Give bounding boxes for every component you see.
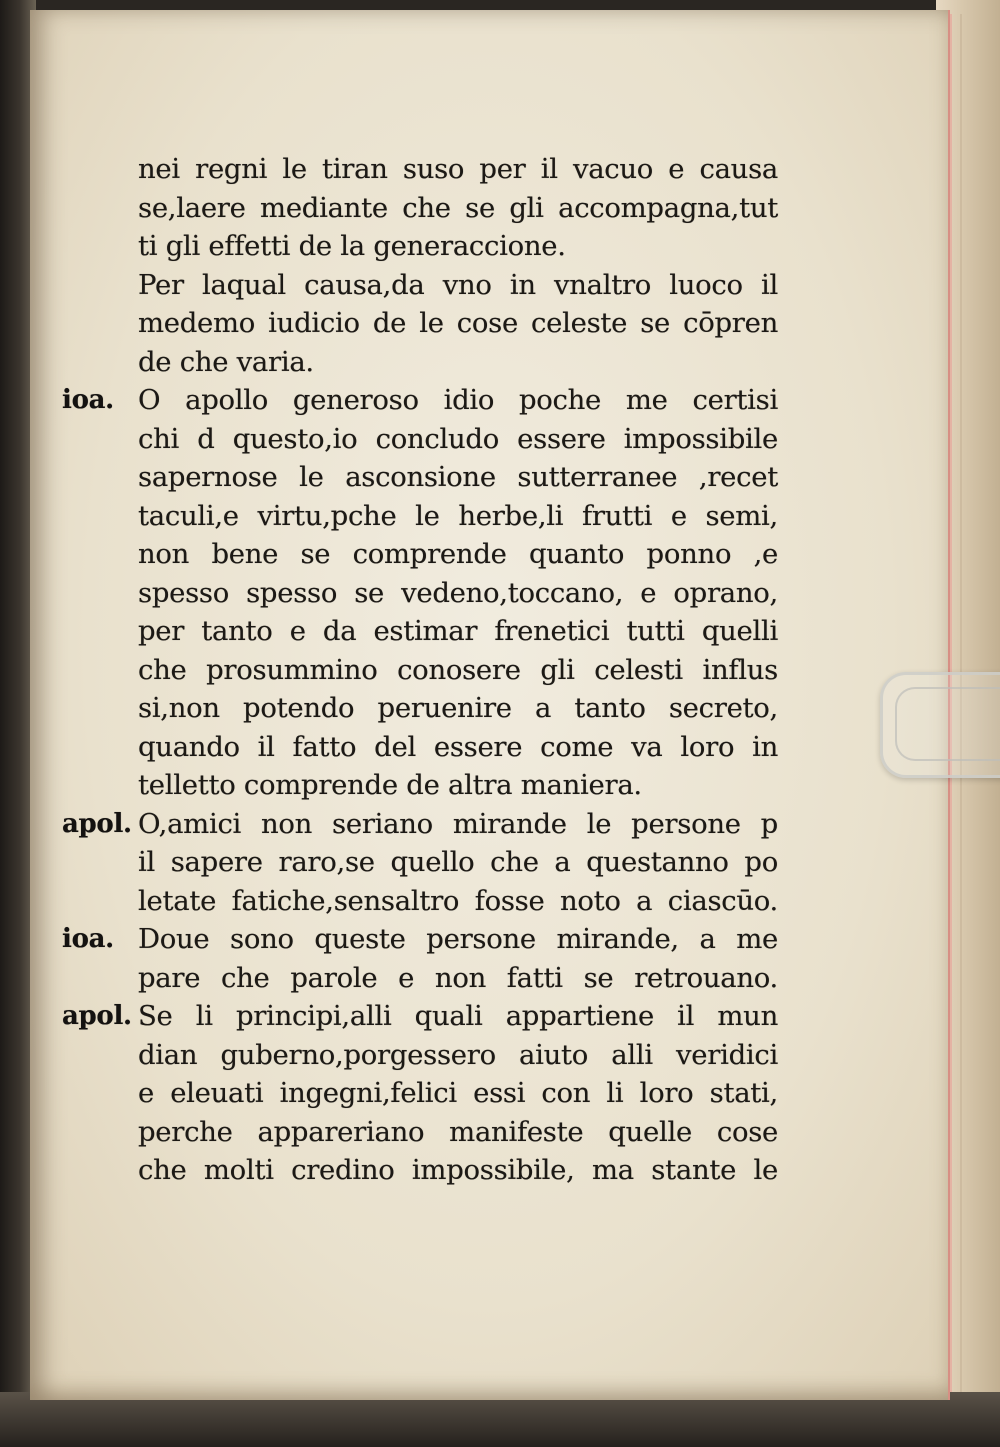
- line-text: se,laere mediante che se gli accompagna,tut: [138, 191, 778, 224]
- text-line: [138, 304, 778, 343]
- line-text: Per laqual causa,da vno in vnaltro luoco il: [138, 268, 778, 301]
- line-text: letate fatiche,sensaltro fosse noto a ciascūo.: [138, 884, 778, 917]
- text-block: [62, 150, 778, 1190]
- text-line: [138, 882, 778, 921]
- paper-clip-inner: [895, 687, 1000, 761]
- text-line: [62, 920, 778, 959]
- line-text: pare che parole e non fatti se retrouano.: [138, 961, 778, 994]
- line-text: O apollo generoso idio poche me certisi: [138, 384, 778, 416]
- speaker-label: ioa.: [62, 924, 114, 954]
- text-line: [138, 458, 778, 497]
- line-text: non bene se comprende quanto ponno ,e: [138, 538, 778, 570]
- text-line: [138, 651, 778, 690]
- line-text: de che varia.: [138, 345, 314, 378]
- text-line: [138, 189, 778, 228]
- text-line: [138, 689, 778, 728]
- paper-clip: [880, 672, 1000, 778]
- line-text: Doue sono queste persone mirande, a me: [138, 923, 778, 955]
- line-text: O,amici non seriano mirande le persone p: [138, 807, 778, 840]
- line-text: spesso spesso se vedeno,toccano, e oprano,: [138, 576, 778, 609]
- text-line: [138, 766, 778, 805]
- line-text: medemo iudicio de le cose celeste se cōpren: [138, 307, 778, 339]
- text-line: [138, 343, 778, 382]
- text-line: [62, 805, 778, 844]
- text-line: [138, 535, 778, 574]
- line-text: Se li principi,alli quali appartiene il mun: [138, 1000, 778, 1032]
- text-line: [138, 420, 778, 459]
- text-line: [138, 843, 778, 882]
- text-line: [62, 381, 778, 420]
- text-line: [138, 266, 778, 305]
- line-text: telletto comprende de altra maniera.: [138, 769, 642, 801]
- line-text: chi d questo,io concludo essere impossibile: [138, 422, 778, 455]
- book-page: [30, 10, 950, 1400]
- text-line: [138, 497, 778, 536]
- line-text: che prosummino conosere gli celesti influs: [138, 653, 778, 686]
- text-line: [138, 227, 778, 266]
- line-text: sapernose le asconsione sutterranee ,recet: [138, 461, 778, 493]
- line-text: quando il fatto del essere come va loro in: [138, 730, 778, 763]
- speaker-label: ioa.: [62, 385, 114, 415]
- line-text: perche appareriano manifeste quelle cose: [138, 1115, 778, 1148]
- line-text: dian guberno,porgessero aiuto alli veridici: [138, 1038, 778, 1071]
- text-line: [138, 1074, 778, 1113]
- line-text: ti gli effetti de la generaccione.: [138, 230, 566, 262]
- text-line: [138, 612, 778, 651]
- text-line: [62, 997, 778, 1036]
- line-text: e eleuati ingegni,felici essi con li loro stati,: [138, 1077, 778, 1109]
- text-line: [138, 959, 778, 998]
- text-line: [138, 150, 778, 189]
- line-text: che molti credino impossibile, ma stante le: [138, 1154, 778, 1186]
- line-text: nei regni le tiran suso per il vacuo e causa: [138, 153, 778, 185]
- text-line: [138, 574, 778, 613]
- text-line: [138, 728, 778, 767]
- text-line: [138, 1113, 778, 1152]
- text-line: [138, 1151, 778, 1190]
- speaker-label: apol.: [62, 808, 132, 839]
- text-line: [138, 1036, 778, 1075]
- line-text: per tanto e da estimar frenetici tutti quelli: [138, 615, 778, 647]
- line-text: il sapere raro,se quello che a questanno po: [138, 846, 778, 878]
- line-text: si,non potendo peruenire a tanto secreto,: [138, 692, 778, 724]
- bottom-shadow: [0, 1392, 1000, 1447]
- line-text: taculi,e virtu,pche le herbe,li frutti e semi,: [138, 499, 778, 532]
- speaker-label: apol.: [62, 1001, 132, 1031]
